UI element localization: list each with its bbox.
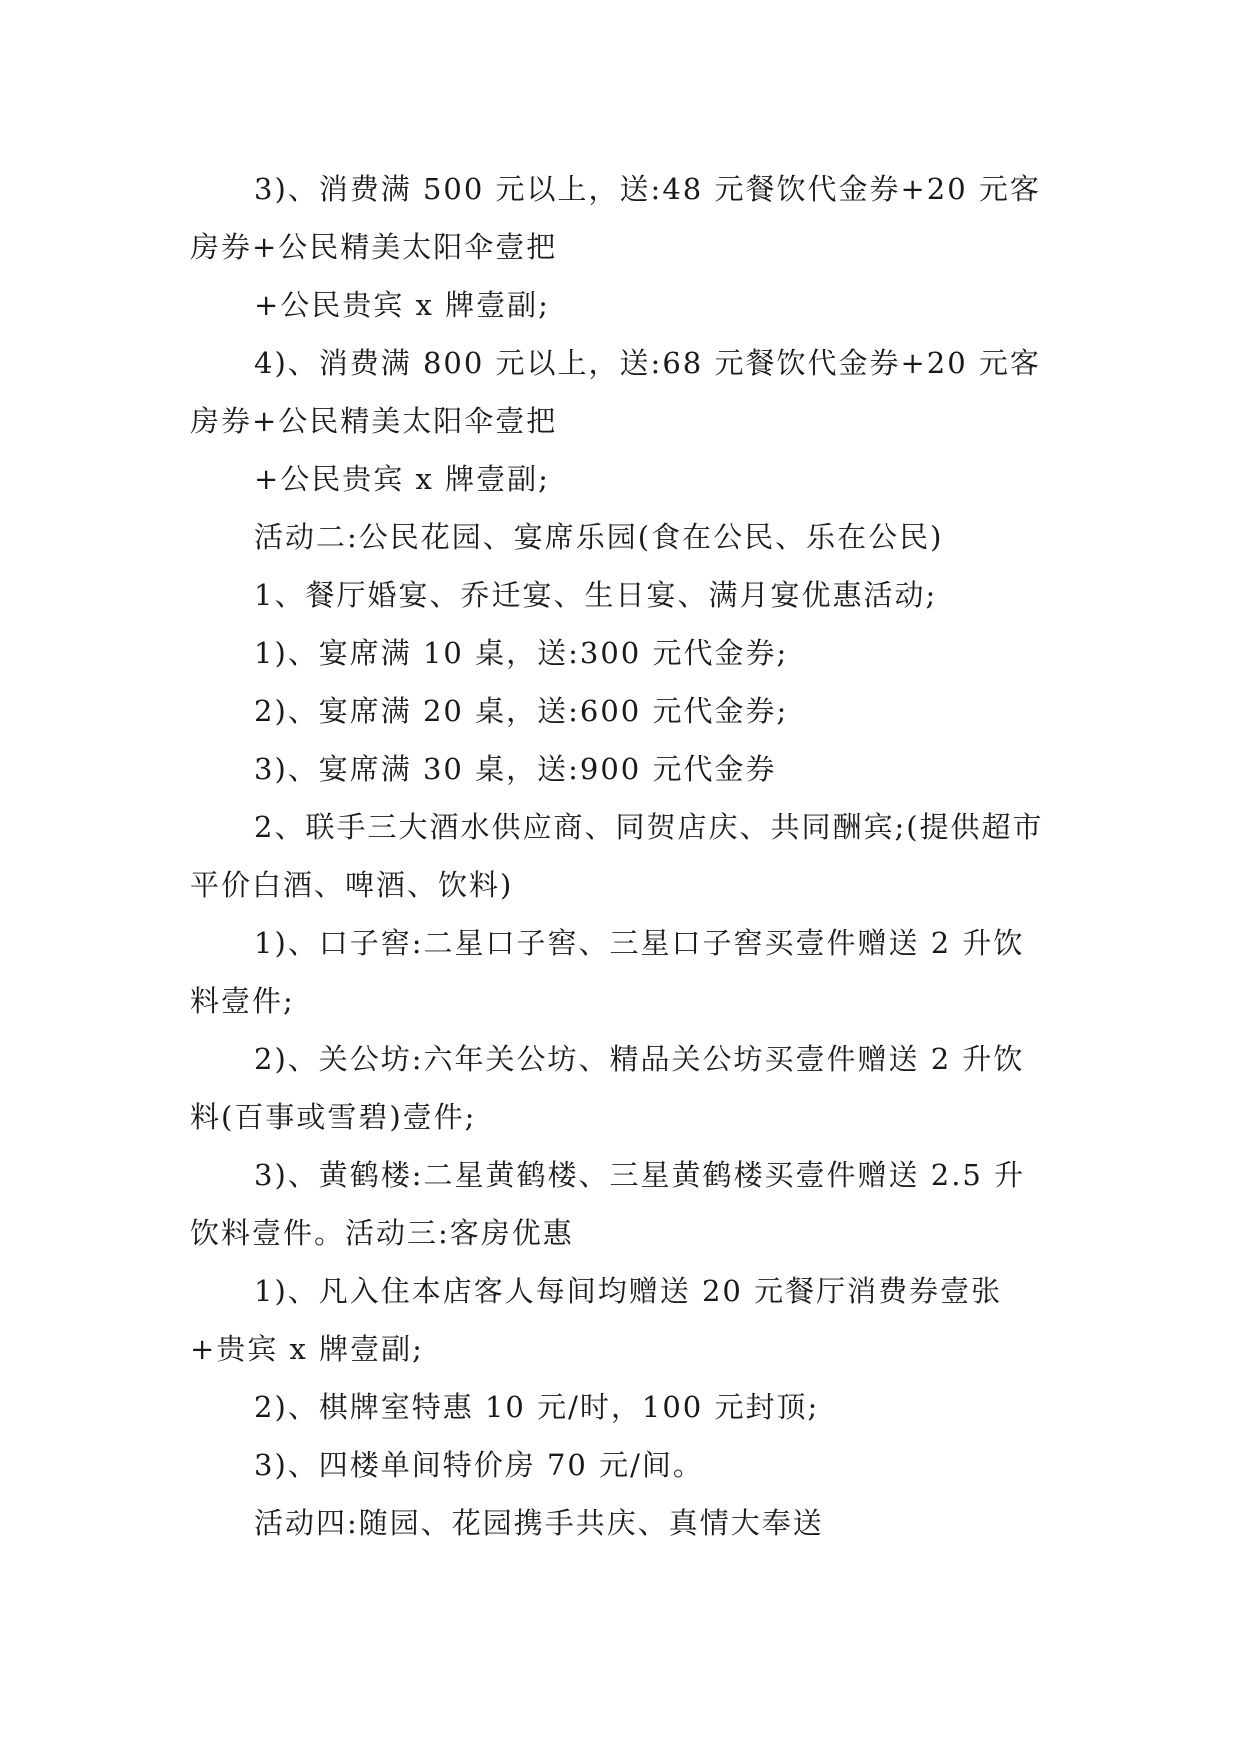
paragraph-room-guests: 1)、凡入住本店客人每间均赠送 20 元餐厅消费券壹张+贵宾 x 牌壹副; [190,1274,1003,1366]
paragraph-item-3-500: 3)、消费满 500 元以上，送:48 元餐饮代金券+20 元客房券+公民精美太阳伞壹把 [190,172,1041,264]
paragraph-kouzijiao: 1)、口子窖:二星口子窖、三星口子窖买壹件赠送 2 升饮料壹件; [190,926,1025,1018]
paragraph-banquet-30: 3)、宴席满 30 桌，送:900 元代金券 [254,752,777,786]
paragraph-single-room: 3)、四楼单间特价房 70 元/间。 [254,1448,704,1482]
paragraph-banquet-10: 1)、宴席满 10 桌，送:300 元代金券; [254,636,789,670]
paragraph-huanghelou: 3)、黄鹤楼:二星黄鹤楼、三星黄鹤楼买壹件赠送 2.5 升饮料壹件。活动三:客房优惠 [190,1158,1026,1250]
paragraph-chess-room: 2)、棋牌室特惠 10 元/时，100 元封顶; [254,1390,820,1424]
paragraph-guangongfang: 2)、关公坊:六年关公坊、精品关公坊买壹件赠送 2 升饮料(百事或雪碧)壹件; [190,1042,1025,1134]
paragraph-item-4-800: 4)、消费满 800 元以上，送:68 元餐饮代金券+20 元客房券+公民精美太阳伞壹把 [190,346,1041,438]
paragraph-liquor-suppliers: 2、联手三大酒水供应商、同贺店庆、共同酬宾;(提供超市平价白酒、啤酒、饮料) [190,810,1044,902]
section-heading-activity-4: 活动四:随园、花园携手共庆、真情大奉送 [254,1506,824,1540]
paragraph-item-4-800-cont: +公民贵宾 x 牌壹副; [254,462,550,496]
paragraph-banquet-20: 2)、宴席满 20 桌，送:600 元代金券; [254,694,789,728]
document-body [190,160,1050,1552]
section-heading-activity-2: 活动二:公民花园、宴席乐园(食在公民、乐在公民) [254,520,944,554]
paragraph-item-3-500-cont: +公民贵宾 x 牌壹副; [254,288,550,322]
paragraph-banquet-offers: 1、餐厅婚宴、乔迁宴、生日宴、满月宴优惠活动; [254,578,938,612]
